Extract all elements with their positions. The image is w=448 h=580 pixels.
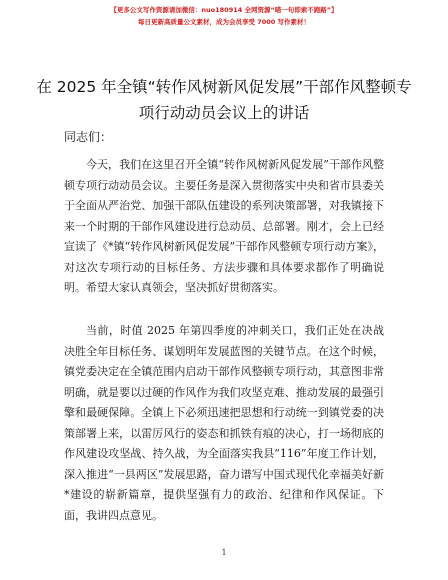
- banner-line-2: 每日更新高质量公文素材，成为会员享受 7000 写作素材！: [137, 18, 311, 26]
- paragraph-2: 当前，时值 2025 年第四季度的冲刺关口，我们正处在决战决胜全年目标任务、谋划明年发展蓝图的关键节点。在这个时候，镇党委决定在全镇范围内启动干部作风整顿专项行动，其意图非常明确，就是要以过硬的作风作为我们攻坚克难、推动发展的最强引擎和最硬保障。全镇上下必须迅速把思想和行动统一到镇党委的决策部署上来，以雷厉风行的姿态和抓铁有痕的决心，打一场彻底的作风建设攻坚战、持久战，为全面落实我县“116”年度工作计划，深入推进“一县两区”发展思路，奋力谱写中国式现代化幸福美好新*建设的崭新篇章，提供坚强有力的政治、纪律和作风保证。下面，我讲四点意见。: [64, 324, 384, 522]
- document-title: 在 2025 年全镇“转作风树新风促发展”干部作风整顿专项行动动员会议上的讲话: [36, 78, 412, 122]
- paragraph-1: 今天，我们在这里召开全镇“转作风树新风促发展”干部作风整顿专项行动动员会议。主要任务是深入贯彻落实中央和省市县委关于全面从严治党、加强干部队伍建设的系列决策部署，对我镇接下来一个时期的干部作风建设进行总动员、总部署。刚才，会上已经宣读了《*镇“转作风树新风促发展”干部作风整顿专项行动方案》，对这次专项行动的目标任务、方法步骤和具体要求都作了明确说明。希望大家认真领会，坚决抓好贯彻落实。: [64, 158, 384, 294]
- salutation: 同志们：: [64, 130, 113, 144]
- header-banner: [0, 6, 448, 27]
- banner-line-1: 【更多公文写作资源请加微信：nuo180914 全网资源“喵一句即索不跑路”】: [110, 6, 338, 14]
- page-number: 1: [221, 548, 227, 557]
